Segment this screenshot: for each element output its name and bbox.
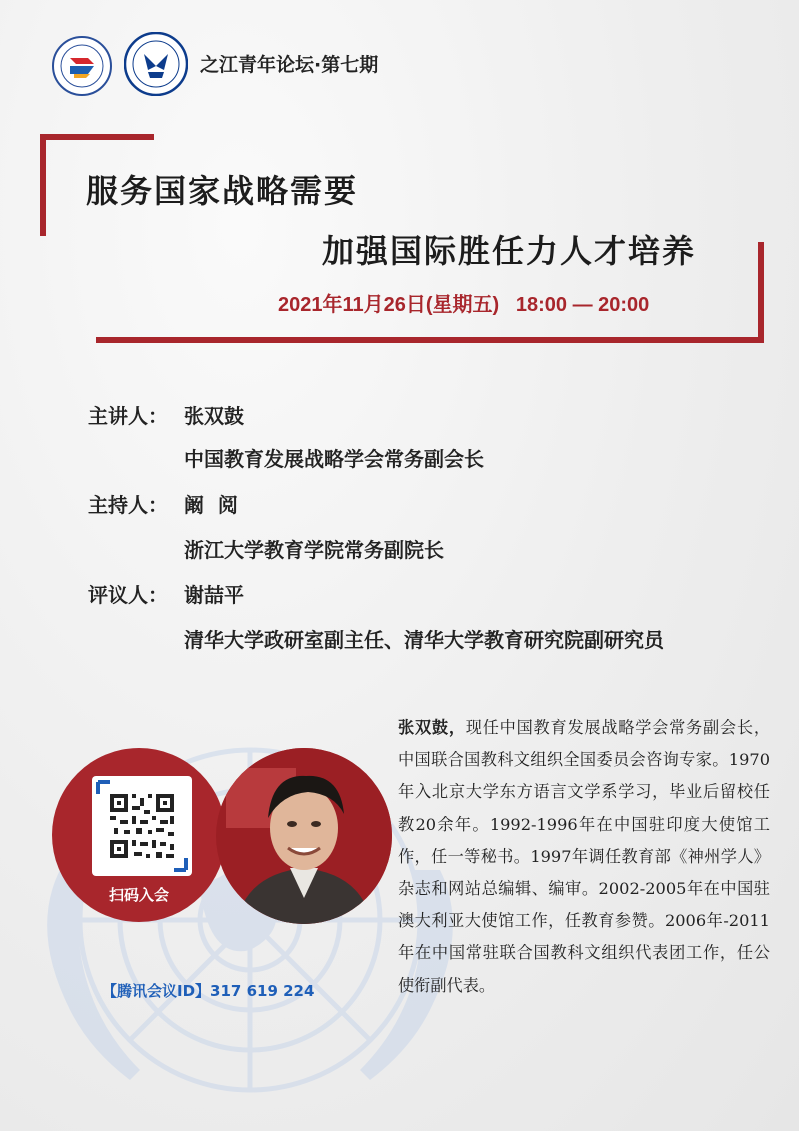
discussant-title: 清华大学政研室副主任、清华大学教育研究院副研究员	[184, 628, 664, 652]
speaker-bio	[398, 712, 770, 1002]
institute-logo-icon	[52, 36, 112, 96]
discussant-name: 谢喆平	[184, 583, 244, 607]
host-name: 阚 阅	[184, 493, 238, 517]
frame-bottom-right-horizontal	[96, 337, 764, 343]
speaker-name: 张双鼓	[184, 404, 244, 428]
tencent-meeting-id: 【腾讯会议ID】317 619 224	[102, 982, 315, 1000]
discussant-label: 评议人：	[88, 583, 168, 607]
zju-logo-icon	[124, 32, 188, 96]
bio-name: 张双鼓，	[398, 718, 466, 737]
host-title: 浙江大学教育学院常务副院长	[184, 538, 444, 562]
event-datetime: 2021年11月26日(星期五) 18:00 — 20:00	[278, 294, 650, 316]
frame-top-left-horizontal	[40, 134, 154, 140]
forum-title: 之江青年论坛·第七期	[200, 54, 379, 76]
title-line-1: 服务国家战略需要	[86, 172, 359, 210]
qr-card[interactable]	[92, 776, 192, 876]
frame-bottom-right-vertical	[758, 242, 764, 343]
qr-code-icon	[92, 776, 192, 876]
speaker-photo	[216, 748, 392, 924]
frame-top-left-vertical	[40, 134, 46, 236]
bio-text: 现任中国教育发展战略学会常务副会长，中国联合国教科文组织全国委员会咨询专家。1970年入北京大学东方语言文学系学习，毕业后留校任教20余年。1992-1996年在中国驻印度大使馆工作，任一等秘书。1997年调任教育部《神州学人》杂志和网站总编辑、编审。2002-2005年在中国驻澳大利亚大使馆工作，任教育参赞。2006年-2011年在中国常驻联合国教科文组织代表团工作，任公使衔副代表。	[398, 718, 771, 995]
host-label: 主持人：	[88, 493, 168, 517]
title-line-2: 加强国际胜任力人才培养	[322, 232, 697, 270]
speaker-title: 中国教育发展战略学会常务副会长	[184, 447, 484, 471]
qr-label: 扫码入会	[108, 886, 169, 904]
speaker-label: 主讲人：	[88, 404, 168, 428]
